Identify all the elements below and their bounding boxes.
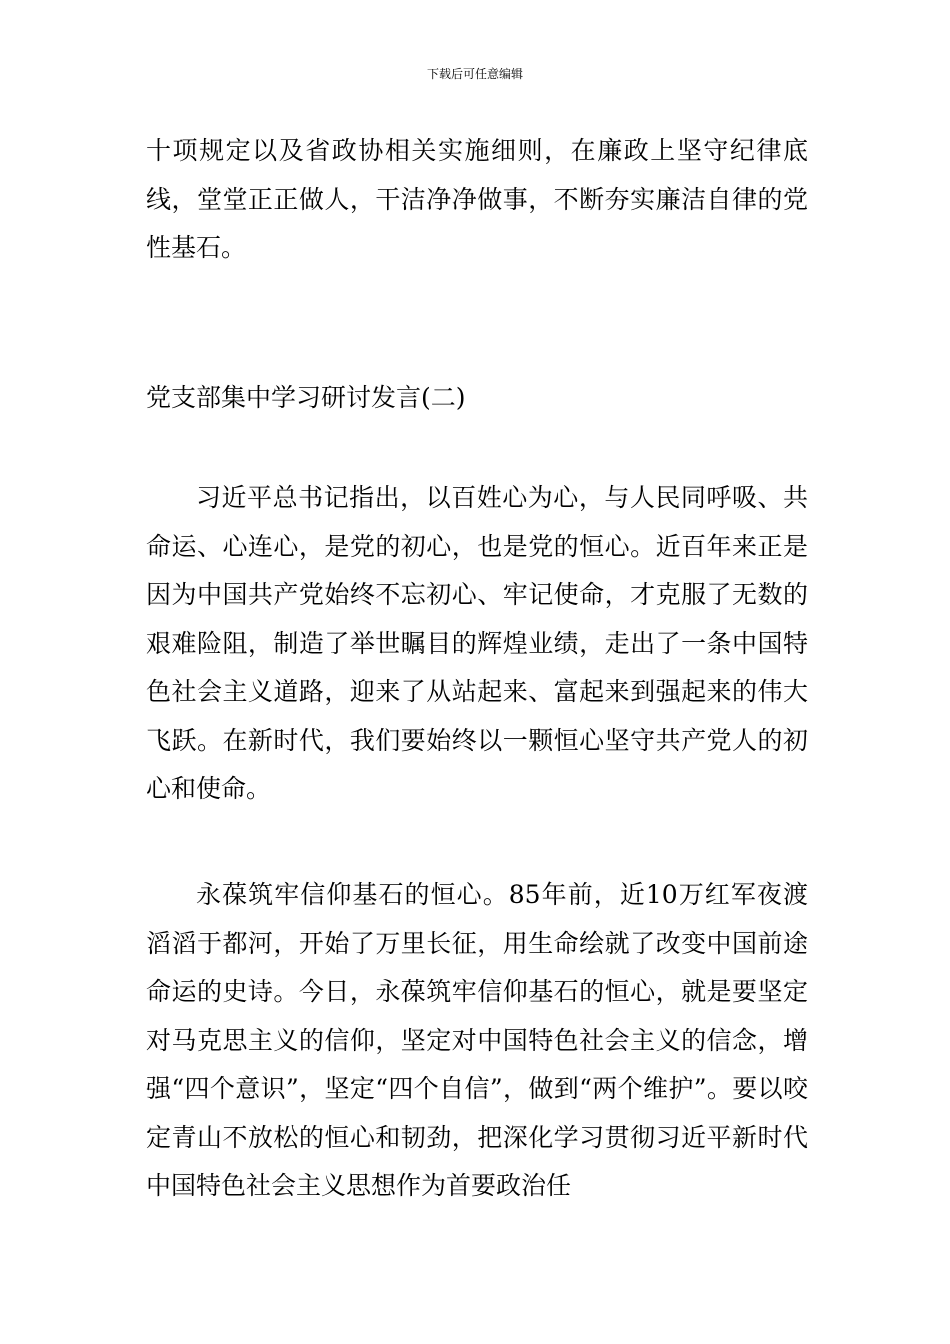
paragraph-2: 习近平总书记指出，以百姓心为心，与人民同呼吸、共命运、心连心，是党的初心，也是党的恒心。近百年来正是因为中国共产党始终不忘初心、牢记使命，才克服了无数的艰难险阻，制造了举世瞩目的辉煌业绩，走出了一条中国特色社会主义道路，迎来了从站起来、富起来到强起来的伟大飞跃。在新时代，我们要始终以一颗恒心坚守共产党人的初心和使命。 (146, 483, 808, 803)
paragraph-3: 永葆筑牢信仰基石的恒心。85年前，近10万红军夜渡滔滔于都河，开始了万里长征，用生命绘就了改变中国前途命运的史诗。今日，永葆筑牢信仰基石的恒心，就是要坚定对马克思主义的信仰，坚定对中国特色社会主义的信念，增强“四个意识”，坚定“四个自信”，做到“两个维护”。要以咬定青山不放松的恒心和韧劲，把深化学习贯彻习近平新时代中国特色社会主义思想作为首要政治任 (146, 880, 808, 1200)
section-heading: 党支部集中学习研讨发言(二) (146, 383, 466, 412)
paragraph-1: 十项规定以及省政协相关实施细则，在廉政上坚守纪律底线，堂堂正正做人，干洁净净做事，不断夯实廉洁自律的党性基石。 (146, 136, 808, 262)
header-note: 下载后可任意编辑 (426, 67, 523, 81)
